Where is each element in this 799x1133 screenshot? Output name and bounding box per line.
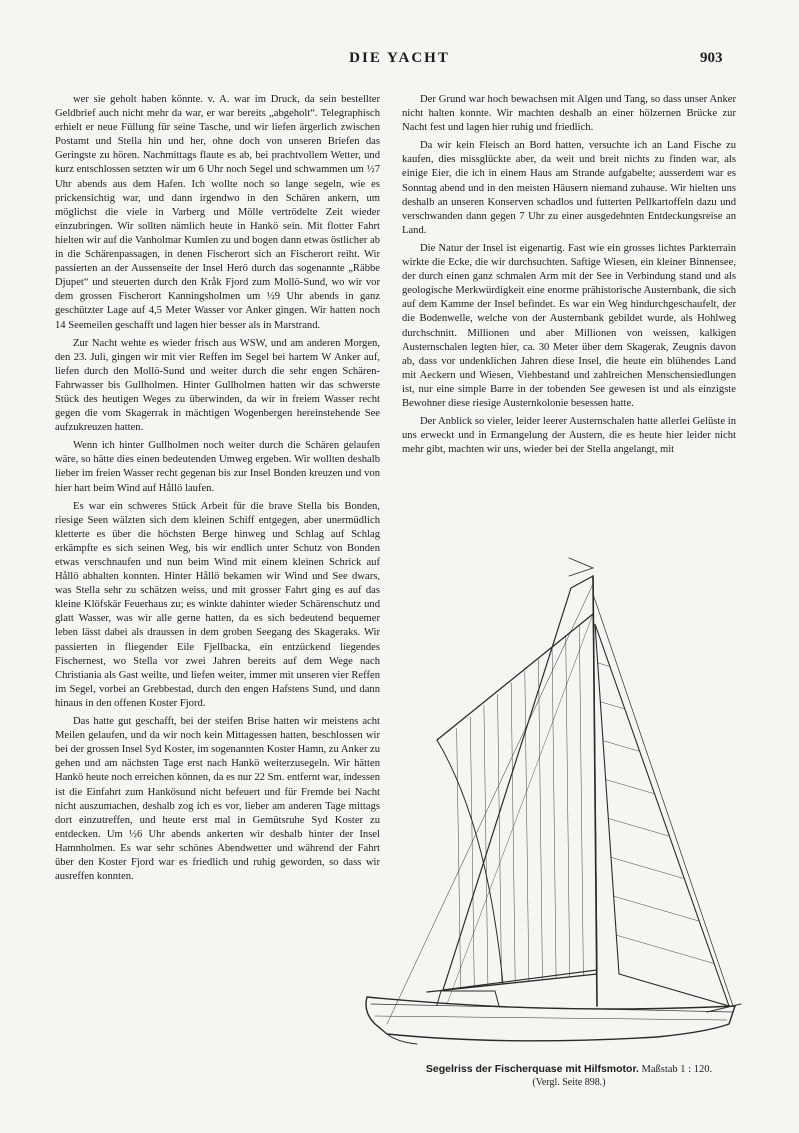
- mainsail-seam: [566, 637, 570, 977]
- caption-scale: Maßstab 1 : 120.: [641, 1064, 713, 1075]
- right-paragraph-2: Da wir kein Fleisch an Bord hatten, versuchte ich an Land Fische zu kaufen, dies missglückte aber, da weit und breit nichts zu finden war, als einige Eier, die ich in einem Haus am Strande aufgabelte; ausserdem war es Sonntag abend und in den meisten Häusern niemand zuhause. Wir hielten uns deshalb an unseren Konserven schadlos und futterten Pellkartoffeln dazu und verschwanden dann gegen 7 Uhr zu einer ausgedehnten Entdeckungsreise an Land.: [402, 140, 736, 236]
- jib-seam: [608, 818, 669, 836]
- mainsail-outline: [443, 576, 597, 990]
- left-paragraph-2: Zur Nacht wehte es wieder frisch aus WSW, und am anderen Morgen, den 23. Juli, gingen wir mit vier Reffen im Segel bei hartem W Anker auf, liefen durch den Mollö-Sund und weiter durch die sehr engen Schären-Fahrwasser bis Gullholmen. Hinter Gullholmen hatten wir das schwerste Stück des heutigen Weges zu überwinden, da wir in freiem Wasser recht gegen die vom Skagerrak in mächtigen Wogenbergen hereinstehende See aufzukreuzen hatten.: [55, 337, 380, 434]
- caption-reference: (Vergl. Seite 898.): [532, 1077, 606, 1088]
- left-paragraph-1: wer sie geholt haben könnte. v. A. war im Druck, da sein bestellter Geldbrief auch nicht mehr da war, er war bereits „abgeholt“. Telegraphisch erhielt er neue Füllung für seine Tasche, und wir liefen ärgerlich zwischen Postamt und Stella hin und her, ohne doch von unseren Briefen das Geringste zu hören. Nachmittags flaute es ab, bei prachtvollem Wetter, und kurz entschlossen setzten wir um 6 Uhr noch Segel und schwammen um ½7 Uhr abends aus dem Hafen. Ich wollte noch so lange segeln, wie es prickensichtig war, und dann irgendwo in den Schären ankern, um möglichst die viele in Varberg und Mölle vertrödelte Zeit wieder einzubringen. Wir sollten nämlich heute in Hankö sein. Mit flotter Fahrt hielten wir auf die Vanholmar Kumlen zu und bogen dann etwas östlicher ab in die Schärenpassagen, in denen Fischerort sich an Fischerort reiht. Wir passierten an der Aussenseite der Insel Herö durch das sogenannte „Räbbe Djupet“ und steuerten durch den Kråk Fjord zum Mollö-Sund, wo wir vor dem grossen Fischerort Kanningsholmen um ½9 Uhr abends in ganz geschützter Lage auf 4,5 Meter Wasser vor Anker gingen. Wir hatten noch 14 Seemeilen geschafft und lagen hier besser als in Marstrand.: [55, 94, 380, 331]
- page-number: 903: [700, 50, 723, 66]
- mainsail-leech: [437, 740, 503, 984]
- running-header-title: DIE YACHT: [349, 50, 450, 66]
- mainsail-seam: [484, 706, 488, 985]
- mainsail-seam: [470, 717, 474, 985]
- mainsail-seam: [511, 683, 515, 982]
- jib-seam: [611, 857, 684, 878]
- masthead-pennant: [569, 558, 593, 576]
- right-column: [402, 93, 736, 461]
- mainsail-seam: [538, 660, 542, 979]
- caption-title: Segelriss der Fischerquase mit Hilfsmotor.: [425, 1063, 639, 1075]
- jib-outline: [595, 624, 729, 1006]
- sail-plan-lines: [366, 558, 741, 1044]
- jib-seam: [598, 663, 610, 667]
- forestay: [593, 594, 733, 1006]
- left-paragraph-3: Wenn ich hinter Gullholmen noch weiter durch die Schären gelaufen wäre, so hätte dies einen bedeutenden Umweg ergeben. Wir wollten deshalb lieber im freien Wasser recht gegenan bis zur Insel Bonden kreuzen und von hier hart beim Wind auf Hållö laufen.: [55, 440, 380, 494]
- sail-plan-figure: [357, 554, 742, 1064]
- mainsail-seam: [593, 614, 597, 974]
- left-paragraph-5: Das hatte gut geschafft, bei der steifen Brise hatten wir meistens acht Meilen gelaufen, und da wir noch kein Mittagessen hatten, beschlossen wir bei der grossen Insel Syd Koster, im sogenannten Koster Hamn, zu Anker zu gehen und am nächsten Tage erst nach Hankö weiterzusegeln. Wir hätten Hankö heute noch erreichen können, da es nur 22 Sm. entfernt war, indessen ist die Einfahrt zum Hankösund nicht befeuert und für Fremde bei Nacht nicht auszumachen, deshalb zog ich es vor, lieber am anderen Tage mittags dort einzutreffen, und heute erst mal in Gemütsruhe Syd Koster zu entdecken. Um ½6 Uhr abends ankerten wir deshalb hinter der Insel Hamnholmen. Es war sehr schönes Abendwetter und während der Fahrt über den Koster Fjord war es friedlich und ruhig geworden, so dass wir ausreffen konnten.: [55, 716, 380, 883]
- mainsail-seam: [457, 729, 461, 987]
- jib-seam: [614, 896, 700, 921]
- jib-seam: [606, 780, 655, 794]
- jib-seam: [600, 702, 624, 709]
- right-paragraph-4: Der Anblick so vieler, leider leerer Austernschalen hatte allerlei Gelüste in uns erweckt und in Ermangelung der Austern, die es heute hier leider nicht mehr gibt, machten wir uns, wieder bei der Stella angelangt, mit: [402, 416, 736, 456]
- figure-caption: [402, 1063, 736, 1088]
- mainsail-seam: [552, 648, 556, 977]
- left-paragraph-4: Es war ein schweres Stück Arbeit für die brave Stella bis Bonden, riesige Seen wälzten sich dem kleinen Schiff entgegen, aber unermüdlich kletterte es über die höchsten Berge hinweg und Schlag auf Schlag erkämpfte es sich seinen Weg, bis wir endlich unter Schutz von Bonden etwas verschnaufen und nun beim Wind mit einem kleinen Schrick auf Hållö abhalten konnten. Hinter Hållö bekamen wir Wind und See dwars, was Stella sehr zu schätzen weiss, und mit grosser Fahrt ging es auf das kleine Klöfskär Feuerhaus zu; es winkte dahinter wieder Schärenschutz und glatt Wasser, was wir alle gerne hatten, da es sich bedeutend bequemer leben lässt dabei als draussen in dem groben Seegang des Skageraks. Wir passierten in fliegender Eile Fjellbacka, ein entzückend liegendes Fischernest, wo Stella vor zwei Jahren bereits auf dem Wege nach Christiania als Gast weilte, und liefen weiter, immer mit unseren vier Reffen im Segel, vorbei an Grebbestad, durch den engen Hafstens Sund, und dann hinaus in den offenen Koster Fjord.: [55, 500, 380, 709]
- left-column: [55, 93, 380, 888]
- hull-outline: [366, 997, 735, 1041]
- jib-seam: [616, 935, 714, 963]
- mainsail-seam: [579, 625, 583, 975]
- jib-seam: [603, 741, 640, 752]
- right-paragraph-3: Die Natur der Insel ist eigenartig. Fast wie ein grosses lichtes Parkterrain wirkte die Ecke, die wir durchsuchten. Saftige Wiesen, ein kleiner Binnensee, der durch einen ganz schmalen Arm mit der See in Verbindung stand und als geologische Merkwürdigkeit eine enorme prähistorische Austernbank, die sich auf dem Kamme der Insel befindet. Es war ein Weg hindurchgeschaufelt, der die Bodenwelle, welche von der Austernbank gebildet wurde, als Hohlweg durchschnitt. Millionen und aber Millionen von weissen, kalkigen Austernschalen legten hier, ca. 30 Meter über dem Skagerak, Zeugnis davon ab, dass vor undenklichen Jahren diese Insel, die heute ein blühendes Land mit Aeckern und Wiesen, Viehbestand und zahlreichen Menschensiedlungen ist, nur eine simple Barre in der tobenden See gewesen ist und als einzigste Bewohner diese riesige Austernkolonie besessen hatte.: [402, 242, 736, 409]
- backstay: [387, 584, 593, 1024]
- sail-plan-drawing: [357, 554, 742, 1064]
- mainsail-seam: [525, 671, 529, 980]
- right-paragraph-1: Der Grund war hoch bewachsen mit Algen und Tang, so dass unser Anker nicht halten konnte. Wir machten deshalb an einer hölzernen Brücke zur Nacht fest und lagen hier ruhig und friedlich.: [402, 94, 736, 134]
